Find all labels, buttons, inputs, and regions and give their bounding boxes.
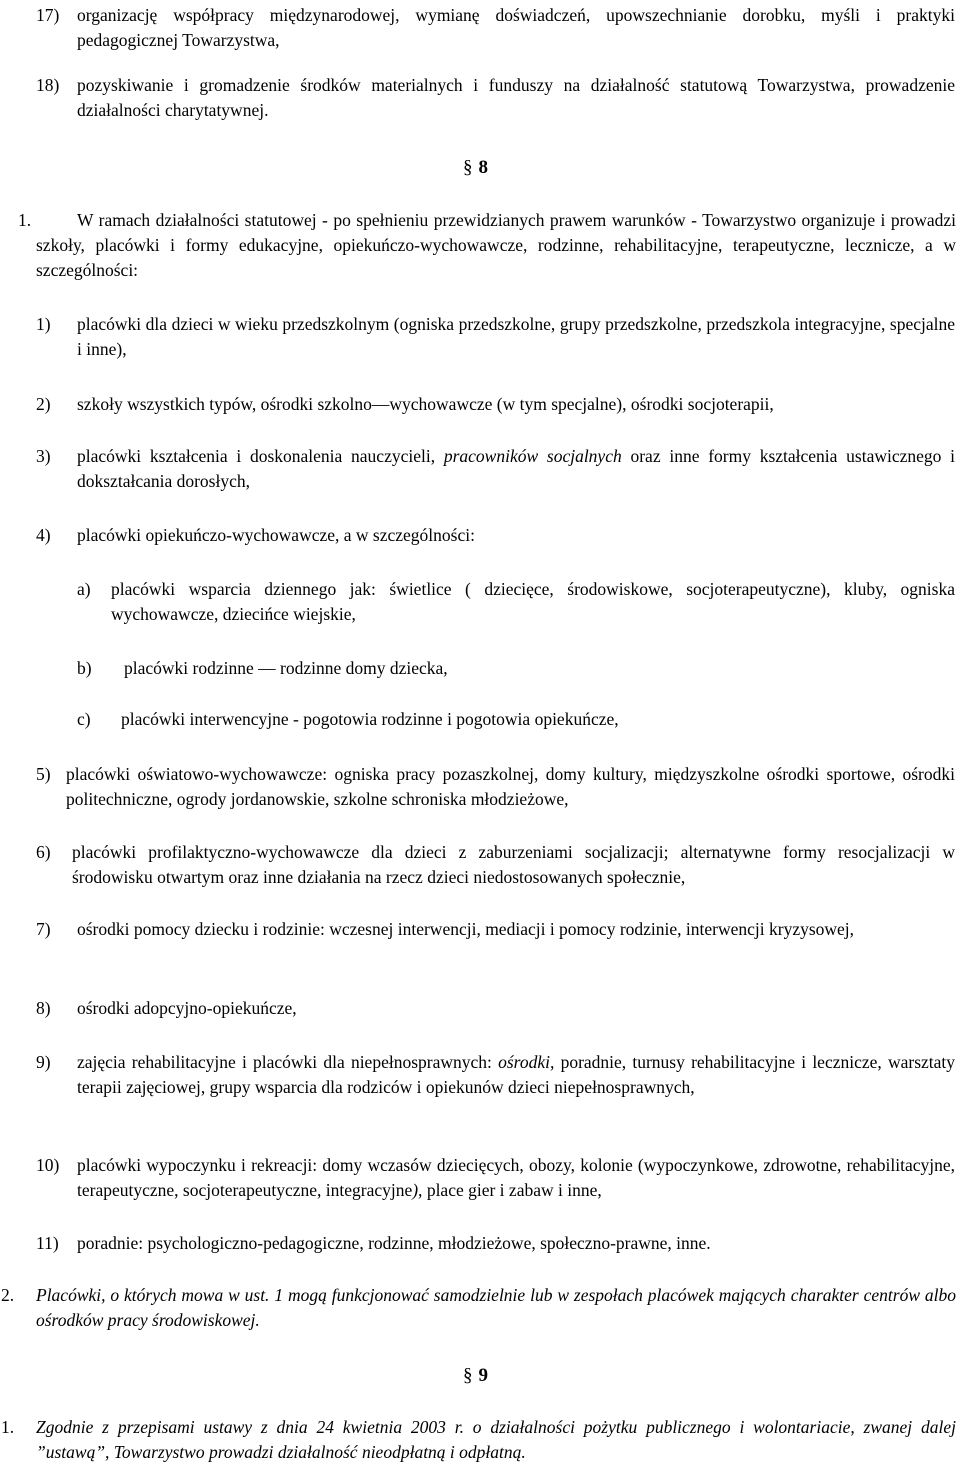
item-text: ośrodki pomocy dziecku i rodzinie: wczesnej interwencji, mediacji i pomocy rodzinie, interwencji kryzysowej, bbox=[77, 919, 855, 939]
paragraph-number: 2. bbox=[1, 1285, 15, 1305]
item-number: 1) bbox=[36, 314, 51, 334]
item-number: 18) bbox=[36, 75, 60, 95]
item-text-body: placówki oświatowo-wychowawcze: ogniska pracy pozaszkolnej, domy kultury, międzyszkolne ośrodki sportowe, ośrodki politechniczne, ogrody jordanowskie, szkolne schroniska młodzieżowe, bbox=[66, 764, 955, 809]
item-number: 9) bbox=[36, 1052, 51, 1072]
item-text bbox=[77, 1050, 955, 1100]
section-heading-8 bbox=[463, 155, 488, 180]
item-text-part: oraz inne formy kształcenia ustawicznego i dokształcania dorosłych, bbox=[77, 446, 956, 491]
item-text: pozyskiwanie i gromadzenie środków materialnych i funduszy na działalność statutową Towarzystwa, prowadzenie działalności charytatywnej. bbox=[77, 75, 955, 120]
item-text: poradnie: psychologiczno-pedagogiczne, rodzinne, młodzieżowe, społeczno-prawne, inne. bbox=[77, 1233, 711, 1253]
paragraph-text: Zgodnie z przepisami ustawy z dnia 24 kwietnia 2003 r. o działalności pożytku publicznego i wolontariacie, zwanej dalej ”ustawą”, Towarzystwo prowadzi działalność nieodpłatną i odpłatną. bbox=[36, 1417, 956, 1462]
section-symbol: § bbox=[463, 157, 473, 178]
item-text-part: place gier i zabaw i inne, bbox=[426, 1180, 602, 1200]
item-number: 3) bbox=[36, 446, 51, 466]
item-number: 11) bbox=[36, 1233, 59, 1253]
section-heading-9 bbox=[463, 1363, 488, 1388]
item-number: 8) bbox=[36, 998, 51, 1018]
item-text: placówki opiekuńczo-wychowawcze, a w szczególności: bbox=[77, 525, 475, 545]
paragraph-text: Placówki, o których mowa w ust. 1 mogą funkcjonować samodzielnie lub w zespołach placówek mających charakter centrów albo ośrodków pracy środowiskowej. bbox=[36, 1285, 956, 1330]
item-text bbox=[77, 444, 955, 494]
section-symbol: § bbox=[463, 1365, 473, 1386]
item-number: 4) bbox=[36, 525, 51, 545]
item-text: placówki profilaktyczno-wychowawcze dla dzieci z zaburzeniami socjalizacji; alternatywne formy resocjalizacji w środowisku otwartym oraz inne działania na rzecz dzieci niedostosowanych społecznie, bbox=[72, 842, 955, 887]
section-number: 9 bbox=[478, 1365, 488, 1386]
paragraph-number: 1. bbox=[18, 210, 32, 230]
subitem-letter: b) bbox=[77, 658, 92, 678]
subitem-text: placówki interwencyjne - pogotowia rodzinne i pogotowia opiekuńcze, bbox=[121, 709, 619, 729]
item-text-italic: ośrodki, bbox=[498, 1052, 555, 1072]
item-text-part: poradnie, turnusy rehabilitacyjne i lecznicze, warsztaty terapii zajęciowej, grupy wsparcia dla rodziców i opiekunów dzieci niepełnosprawnych, bbox=[77, 1052, 956, 1097]
item-text-part: placówki wypoczynku i rekreacji: domy wczasów dziecięcych, obozy, kolonie (wypoczynkowe, zdrowotne, rehabilitacyjne, terapeutyczne, socjoterapeutyczne, integracyjne bbox=[77, 1155, 955, 1200]
subitem-letter: a) bbox=[77, 579, 91, 599]
subitem-text: placówki rodzinne — rodzinne domy dziecka, bbox=[124, 658, 448, 678]
item-text bbox=[77, 1153, 955, 1203]
item-number: 7) bbox=[36, 919, 51, 939]
item-text-italic: ), bbox=[412, 1180, 423, 1200]
item-number: 17) bbox=[36, 5, 60, 25]
paragraph-text: W ramach działalności statutowej - po spełnieniu przewidzianych prawem warunków - Towarzystwo organizuje i prowadzi szkoły, placówki i formy edukacyjne, opiekuńczo-wychowawcze, rodzinne, rehabilitacyjne, terapeutyczne, lecznicze, a w szczególności: bbox=[36, 210, 956, 280]
item-number: 2) bbox=[36, 394, 51, 414]
item-text: szkoły wszystkich typów, ośrodki szkolno—wychowawcze (w tym specjalne), ośrodki socjoterapii, bbox=[77, 394, 774, 414]
item-number: 10) bbox=[36, 1155, 60, 1175]
item-text-part: placówki kształcenia i doskonalenia nauczycieli, bbox=[77, 446, 436, 466]
item-text-part: zajęcia rehabilitacyjne i placówki dla niepełnosprawnych: bbox=[77, 1052, 492, 1072]
item-text: organizację współpracy międzynarodowej, wymianę doświadczeń, upowszechnianie dorobku, myśli i praktyki pedagogicznej Towarzystwa, bbox=[77, 5, 955, 50]
item-text: ośrodki adopcyjno-opiekuńcze, bbox=[77, 998, 297, 1018]
subitem-letter: c) bbox=[77, 709, 91, 729]
item-text bbox=[66, 762, 955, 812]
item-number: 5) bbox=[36, 764, 51, 784]
paragraph-number: 1. bbox=[1, 1417, 15, 1437]
subitem-text: placówki wsparcia dziennego jak: świetlice ( dziecięce, środowiskowe, socjoterapeutyczne), kluby, ogniska wychowawcze, dziecińce wiejskie, bbox=[111, 579, 955, 624]
item-text-italic: pracowników socjalnych bbox=[443, 446, 622, 466]
item-text: placówki dla dzieci w wieku przedszkolnym (ogniska przedszkolne, grupy przedszkolne, przedszkola integracyjne, specjalne i inne), bbox=[77, 314, 955, 359]
item-number: 6) bbox=[36, 842, 51, 862]
section-number: 8 bbox=[478, 157, 488, 178]
